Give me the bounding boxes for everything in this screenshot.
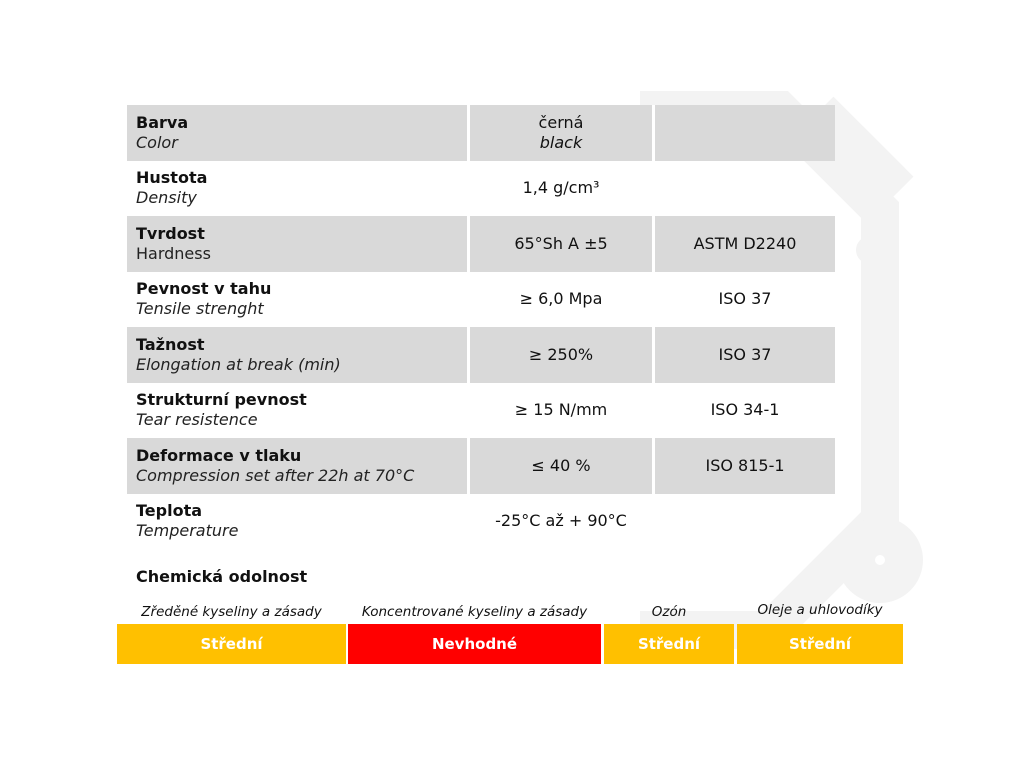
property-value-cell — [467, 494, 652, 550]
property-value: ≤ 40 % — [531, 455, 591, 475]
property-row — [127, 105, 835, 161]
property-row — [127, 494, 835, 550]
property-row — [127, 272, 835, 328]
properties-table — [127, 105, 835, 549]
property-name-english: Compression set after 22h at 70°C — [136, 465, 415, 485]
property-standard-cell — [652, 105, 835, 161]
property-standard-cell — [652, 438, 835, 494]
rating-badge-dilute-acids: Střední — [117, 624, 346, 664]
property-name-cell — [127, 327, 467, 383]
property-value-cell — [467, 327, 652, 383]
property-name-english: Hardness — [136, 243, 211, 263]
property-name-english: Density — [136, 188, 197, 208]
property-name-cell — [127, 216, 467, 272]
property-standard-cell — [652, 216, 835, 272]
property-value: černá — [538, 112, 584, 132]
property-name: Strukturní pevnost — [136, 390, 307, 410]
chemical-label-dilute-acids: Zředěné kyseliny a zásady — [141, 604, 322, 620]
property-value: ≥ 6,0 Mpa — [519, 289, 603, 309]
property-value-cell — [467, 272, 652, 328]
property-name: Pevnost v tahu — [136, 279, 272, 299]
chemical-resistance-labels — [117, 601, 903, 623]
property-standard-cell — [652, 161, 835, 217]
property-standard: ISO 37 — [718, 289, 772, 309]
property-value-cell — [467, 383, 652, 439]
property-standard-cell — [652, 383, 835, 439]
property-name: Tvrdost — [136, 223, 205, 243]
property-name-cell — [127, 105, 467, 161]
property-name-english: Elongation at break (min) — [136, 354, 341, 374]
property-standard-cell — [652, 272, 835, 328]
property-value-cell — [467, 161, 652, 217]
chemical-label-ozone: Ozón — [651, 604, 687, 620]
property-name: Tažnost — [136, 334, 205, 354]
property-row — [127, 161, 835, 217]
property-value: ≥ 15 N/mm — [514, 400, 608, 420]
property-row — [127, 383, 835, 439]
property-standard-cell — [652, 494, 835, 550]
property-name: Hustota — [136, 168, 208, 188]
property-name-cell — [127, 161, 467, 217]
property-standard: ISO 34-1 — [710, 400, 780, 420]
rating-badge-oils: Střední — [737, 624, 903, 664]
property-name: Barva — [136, 112, 189, 132]
property-name-english: Tear resistence — [136, 410, 258, 430]
property-row — [127, 438, 835, 494]
property-value-cell — [467, 438, 652, 494]
chemical-label-concentrated-acids: Koncentrované kyseliny a zásady — [361, 604, 588, 620]
property-standard-cell — [652, 327, 835, 383]
property-value: -25°C až + 90°C — [495, 511, 627, 531]
property-value: ≥ 250% — [528, 344, 594, 364]
property-standard: ISO 815-1 — [705, 455, 785, 475]
property-name: Deformace v tlaku — [136, 445, 302, 465]
chemical-resistance-title: Chemická odolnost — [136, 567, 308, 586]
property-value-cell — [467, 216, 652, 272]
property-value-cell — [467, 105, 652, 161]
property-standard: ASTM D2240 — [693, 233, 797, 253]
property-name-english: Color — [136, 132, 178, 152]
property-value-english: black — [539, 132, 583, 152]
property-name-cell — [127, 494, 467, 550]
chemical-label-oils: Oleje a uhlovodíky — [757, 602, 883, 618]
chemical-resistance-bars — [117, 624, 903, 664]
property-name-english: Tensile strenght — [136, 299, 264, 319]
properties-table-body — [127, 105, 835, 549]
rating-badge-concentrated-acids: Nevhodné — [348, 624, 601, 664]
property-value: 65°Sh A ±5 — [514, 233, 608, 253]
property-name-cell — [127, 272, 467, 328]
property-name: Teplota — [136, 501, 203, 521]
property-name-english: Temperature — [136, 521, 239, 541]
property-row — [127, 216, 835, 272]
property-value: 1,4 g/cm³ — [522, 178, 600, 198]
property-name-cell — [127, 438, 467, 494]
property-row — [127, 327, 835, 383]
rating-badge-ozone: Střední — [604, 624, 734, 664]
property-standard: ISO 37 — [718, 344, 772, 364]
property-name-cell — [127, 383, 467, 439]
